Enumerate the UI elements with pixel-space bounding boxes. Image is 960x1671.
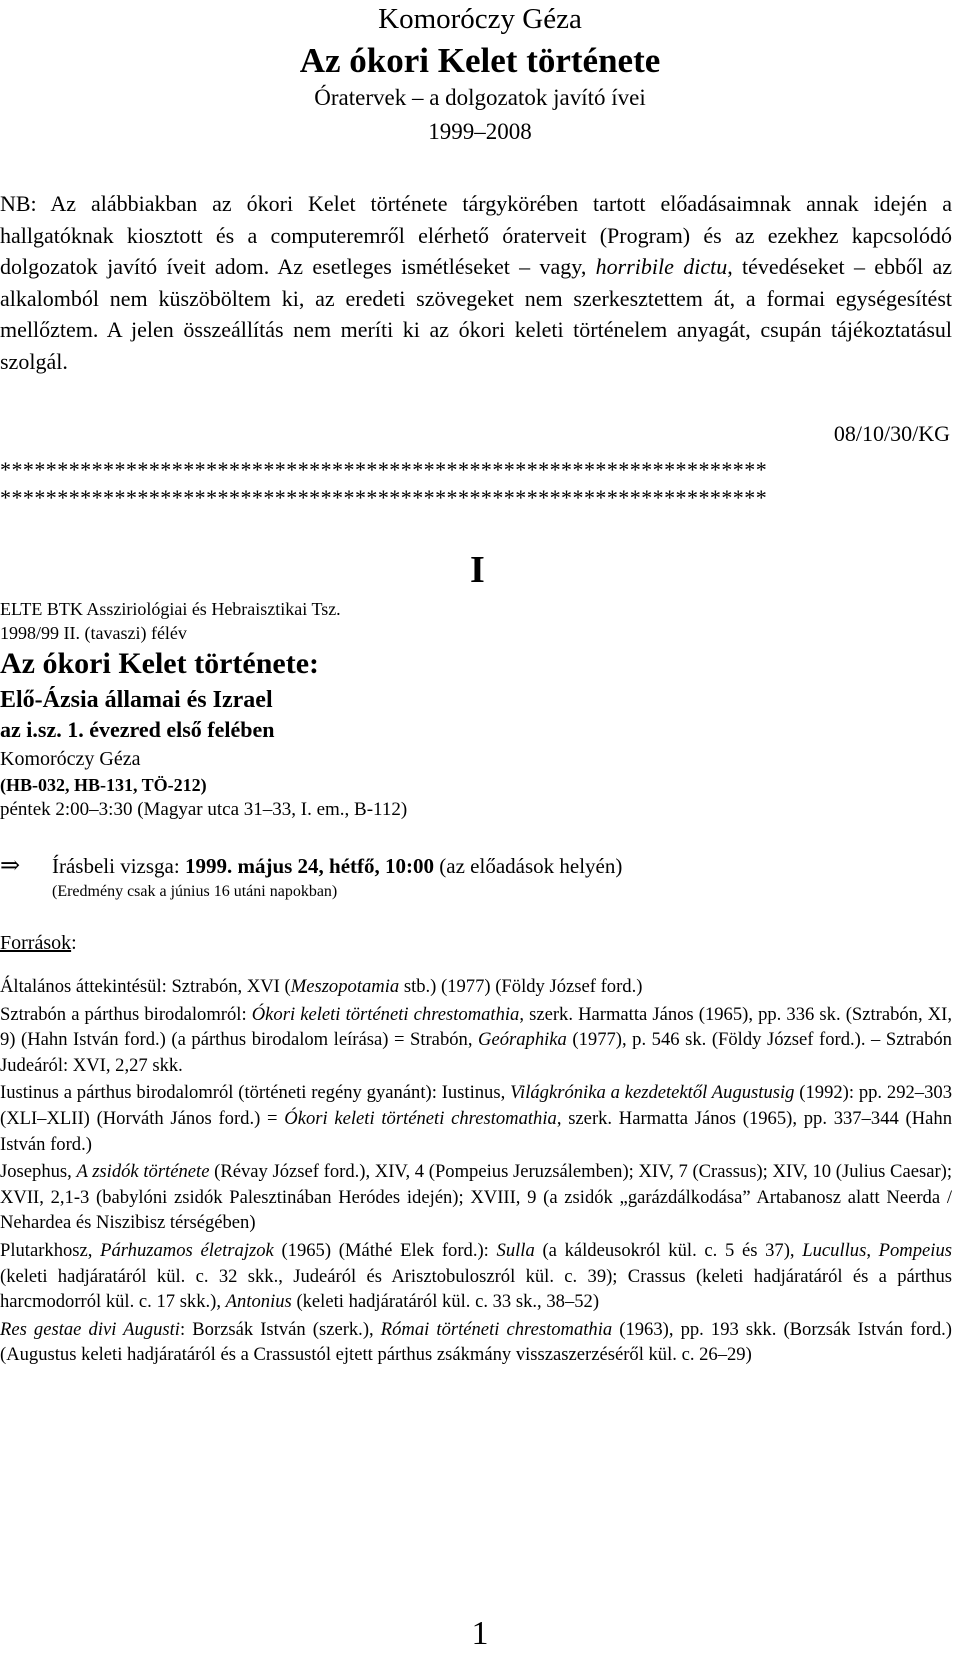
sources-heading xyxy=(0,930,77,956)
exam-line xyxy=(52,852,622,880)
reference-item xyxy=(0,1080,952,1157)
ref-italic: Lucullus xyxy=(802,1239,867,1261)
ref-text: (keleti hadjáratáról kül. c. 33 sk., 38–52) xyxy=(291,1291,600,1313)
ref-italic: Sulla xyxy=(496,1239,535,1261)
ref-text: , szerk. Harmatta János (1965), pp. 337–344 (Hahn István ford.) xyxy=(0,1107,952,1155)
ref-text: , szerk. Harmatta János (1965), pp. 336 sk. (Sztrabón, XI, 9) (Hahn István ford.) (a párthus birodalom leírása) = Strabón, xyxy=(0,1003,952,1051)
ref-text: (a káldeusokról kül. c. 5 és 37), xyxy=(534,1239,803,1261)
ref-italic: Meszopotamia xyxy=(290,976,400,997)
ref-text: Iustinus a párthus birodalomról (történeti regény gyanánt): Iustinus, xyxy=(0,1082,511,1104)
ref-italic: Ókori keleti történeti chrestomathia xyxy=(251,1003,520,1025)
exam-label: Írásbeli vizsga: xyxy=(52,854,185,878)
exam-result-note: (Eredmény csak a június 16 utáni napokban) xyxy=(52,883,338,900)
double-arrow-icon: ⇒ xyxy=(0,853,21,879)
exam-date: 1999. május 24, hétfő, 10:00 xyxy=(184,854,435,878)
ref-text: (1965) (Máthé Elek ford.): xyxy=(273,1239,497,1261)
ref-text: (Révay József ford.), XIV, 4 (Pompeius Jeruzsálemben); XIV, 7 (Crassus); XIV, 10 (Julius Caesar); XVII, 2,1-3 (babylóni zsidók Palesztinában Heródes idején); XVIII, 9 (a zsidók „garázdálkodása” Artabanosz alatt Neerda / Nehardea és Niszibisz térségében) xyxy=(0,1161,952,1234)
ref-italic: Antonius xyxy=(225,1291,292,1313)
note-text-1: NB: Az alábbiakban az ókori Kelet története tárgykörében tartott előadásaimnak annak idején a hallgatóknak kiosztott és a computeremről elérhető óraterveit (Program) és az ezekhez kapcsolódó dolgozatok javító íveit adom. Az esetleges ismétléseket – vagy, xyxy=(0,191,952,279)
department: ELTE BTK Assziriológiai és Hebraisztikai Tsz. xyxy=(0,599,341,619)
ref-text: , xyxy=(866,1239,879,1261)
exam-place: (az előadások helyén) xyxy=(434,854,623,878)
reference-item xyxy=(0,1238,952,1315)
ref-text: (1977), p. 546 sk. (Földy József ford.). – Sztrabón Judeáról: XVI, 2,27 skk. xyxy=(0,1029,952,1076)
ref-italic: Pompeius xyxy=(878,1239,952,1261)
ref-italic: Párhuzamos életrajzok xyxy=(100,1239,274,1261)
ref-italic: Világkrónika a kezdetektől Augustusig xyxy=(510,1082,795,1104)
ref-text: (1963), pp. 193 skk. (Borzsák István ford.) (Augustus keleti hadjáratáról és a Crassustól ejtett párthus zsákmány visszaszerzéséről kül. c. 26–29) xyxy=(0,1318,952,1366)
ref-text: : Borzsák István (szerk.), xyxy=(179,1318,381,1340)
course-codes: (HB-032, HB-131, TÖ-212) xyxy=(0,775,207,795)
separator-line-2: ******************************************************************* xyxy=(0,485,768,510)
reference-item xyxy=(0,1317,952,1368)
editor-note xyxy=(0,188,952,377)
page-number: 1 xyxy=(471,1615,489,1652)
section-number: I xyxy=(470,549,485,591)
sources-heading-colon: : xyxy=(71,932,77,954)
ref-italic: Res gestae divi Augusti xyxy=(0,1318,180,1340)
document-years: 1999–2008 xyxy=(428,119,532,144)
ref-text: Josephus, xyxy=(0,1161,77,1183)
separator-line-1: ******************************************************************* xyxy=(0,457,768,482)
schedule: péntek 2:00–3:30 (Magyar utca 31–33, I. em., B-112) xyxy=(0,799,408,820)
ref-text: Sztrabón a párthus birodalomról: xyxy=(0,1003,252,1025)
note-italic: horribile dictu xyxy=(595,254,728,279)
reference-item xyxy=(0,1002,952,1079)
ref-text: (keleti hadjáratáról kül. c. 32 skk., Judeáról és Arisztobuloszról kül. c. 39); Crassus (keleti hadjáratáról és a párthus harcmodorról kül. c. 17 skk.), xyxy=(0,1265,952,1313)
document-subtitle: Óratervek – a dolgozatok javító ívei xyxy=(314,85,646,110)
ref-italic: Geóraphika xyxy=(478,1029,567,1051)
note-text-2: , tévedéseket – ebből az alkalomból nem küszöböltem ki, az eredeti szövegeket nem szerkesztettem át, a formai egységesítést mellőztem. A jelen összeállítás nem meríti ki az ókori keleti történelem anyagát, csupán tájékoztatásul szolgál. xyxy=(0,254,953,374)
reference-item xyxy=(0,1159,952,1236)
semester: 1998/99 II. (tavaszi) félév xyxy=(0,623,187,643)
course-subtitle-1: Elő-Ázsia államai és Izrael xyxy=(0,687,273,713)
ref-text: (1992): pp. 292–303 (XLI–XLII) (Horváth János ford.) = xyxy=(0,1082,952,1129)
author-name: Komoróczy Géza xyxy=(378,3,582,35)
reference-item xyxy=(0,974,952,1000)
document-title: Az ókori Kelet története xyxy=(299,41,661,80)
note-signature: 08/10/30/KG xyxy=(833,421,950,446)
lecturer-name: Komoróczy Géza xyxy=(0,748,141,770)
course-title: Az ókori Kelet története: xyxy=(0,647,320,680)
ref-italic: Római történeti chrestomathia xyxy=(380,1318,613,1340)
course-subtitle-2: az i.sz. 1. évezred első felében xyxy=(0,717,275,742)
ref-text: Általános áttekintésül: Sztrabón, XVI ( xyxy=(0,976,291,997)
ref-text: stb.) (1977) (Földy József ford.) xyxy=(399,976,643,997)
ref-text: Plutarkhosz, xyxy=(0,1239,101,1261)
ref-italic: A zsidók története xyxy=(76,1161,210,1183)
ref-italic: Ókori keleti történeti chrestomathia xyxy=(284,1107,557,1129)
reference-list xyxy=(0,974,952,1368)
sources-heading-text: Források xyxy=(0,932,72,954)
